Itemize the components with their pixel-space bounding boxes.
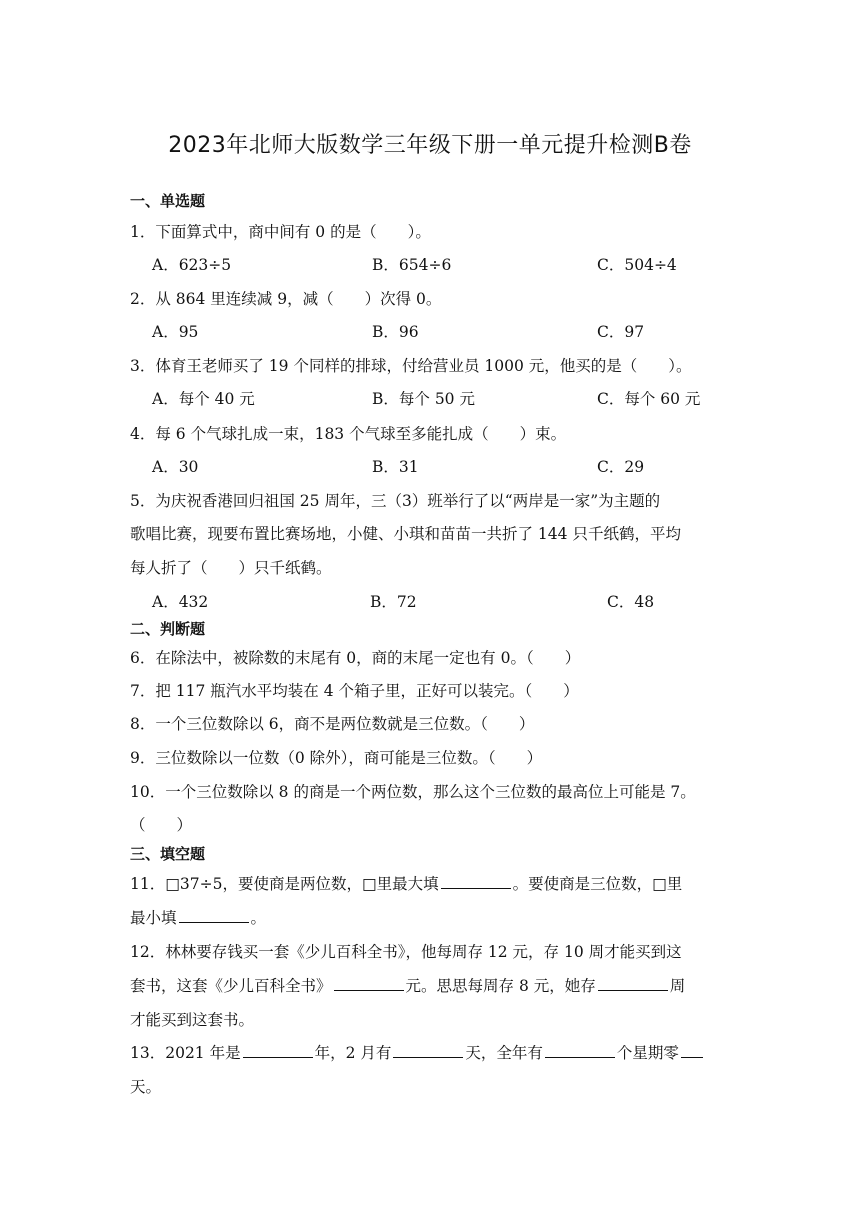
section-heading-fill-blank: 三、填空题	[130, 845, 206, 863]
option-a[interactable]: A．每个 40 元	[152, 390, 255, 408]
question-12-line-3: 才能买到这套书。	[130, 1011, 255, 1029]
answer-blank[interactable]	[441, 872, 511, 889]
answer-blank[interactable]	[681, 1041, 703, 1058]
question-7: 7．把 117 瓶汽水平均装在 4 个箱子里，正好可以装完。（ ）	[130, 682, 579, 700]
question-11-line-1	[130, 872, 732, 894]
answer-blank[interactable]	[179, 906, 249, 923]
option-a[interactable]: A．30	[152, 458, 199, 476]
question-13-text: 个星期零	[616, 1044, 679, 1062]
section-heading-true-false: 二、判断题	[130, 620, 206, 638]
answer-blank[interactable]	[243, 1041, 313, 1058]
option-a[interactable]: A．623÷5	[152, 256, 232, 274]
question-13-line-1	[130, 1041, 732, 1063]
option-c[interactable]: C．48	[607, 593, 655, 611]
question-12-text: 套书，这套《少儿百科全书》	[130, 977, 332, 995]
question-1-stem: 1．下面算式中，商中间有 0 的是（ ）。	[130, 223, 431, 241]
question-10-line-2: （ ）	[130, 816, 193, 834]
question-5-line-2: 歌唱比赛，现要布置比赛场地，小健、小琪和苗苗一共折了 144 只千纸鹤，平均	[130, 525, 681, 543]
answer-blank[interactable]	[598, 974, 668, 991]
option-b[interactable]: B．96	[372, 323, 419, 341]
question-12-text: 元。思思每周存 8 元，她存	[405, 977, 596, 995]
answer-blank[interactable]	[334, 974, 404, 991]
question-4-stem: 4．每 6 个气球扎成一束，183 个气球至多能扎成（ ）束。	[130, 425, 567, 443]
page-title: 2023年北师大版数学三年级下册一单元提升检测B卷	[168, 133, 692, 158]
answer-blank[interactable]	[393, 1041, 463, 1058]
question-13-line-2: 天。	[130, 1078, 162, 1096]
option-b[interactable]: B．72	[370, 593, 417, 611]
option-a[interactable]: A．95	[152, 323, 199, 341]
option-b[interactable]: B．654÷6	[372, 256, 452, 274]
question-9: 9．三位数除以一位数（0 除外），商可能是三位数。（ ）	[130, 749, 543, 767]
question-2-stem: 2．从 864 里连续减 9，减（ ）次得 0。	[130, 290, 442, 308]
option-c[interactable]: C．504÷4	[597, 256, 677, 274]
question-13-text: 13．2021 年是	[130, 1044, 241, 1062]
question-8: 8．一个三位数除以 6，商不是两位数就是三位数。（ ）	[130, 715, 535, 733]
section-heading-single-choice: 一、单选题	[130, 192, 206, 210]
question-12-text: 周	[669, 977, 686, 995]
option-a[interactable]: A．432	[152, 593, 209, 611]
option-c[interactable]: C．97	[597, 323, 645, 341]
question-12-line-2	[130, 974, 732, 996]
question-10-line-1: 10．一个三位数除以 8 的商是一个两位数，那么这个三位数的最高位上可能是 7。	[130, 783, 696, 801]
question-12-line-1: 12．林林要存钱买一套《少儿百科全书》，他每周存 12 元，存 10 周才能买到这	[130, 943, 682, 961]
question-3-stem: 3．体育王老师买了 19 个同样的排球，付给营业员 1000 元，他买的是（ ）。	[130, 357, 692, 375]
question-11-text: 11．□37÷5，要使商是两位数，□里最大填	[130, 875, 439, 893]
question-5-line-1: 5．为庆祝香港回归祖国 25 周年，三（3）班举行了以“两岸是一家”为主题的	[130, 492, 661, 510]
question-11-text: 。要使商是三位数，□里	[512, 875, 683, 893]
option-b[interactable]: B．31	[372, 458, 419, 476]
question-11-text: 。	[250, 909, 267, 927]
answer-blank[interactable]	[545, 1041, 615, 1058]
question-5-line-3: 每人折了（ ）只千纸鹤。	[130, 559, 332, 577]
option-b[interactable]: B．每个 50 元	[372, 390, 475, 408]
question-13-text: 年，2 月有	[314, 1044, 392, 1062]
question-13-text: 天，全年有	[465, 1044, 543, 1062]
option-c[interactable]: C．每个 60 元	[597, 390, 701, 408]
question-6: 6．在除法中，被除数的末尾有 0，商的末尾一定也有 0。（ ）	[130, 649, 581, 667]
question-11-text: 最小填	[130, 909, 177, 927]
option-c[interactable]: C．29	[597, 458, 645, 476]
question-11-line-2	[130, 906, 732, 928]
